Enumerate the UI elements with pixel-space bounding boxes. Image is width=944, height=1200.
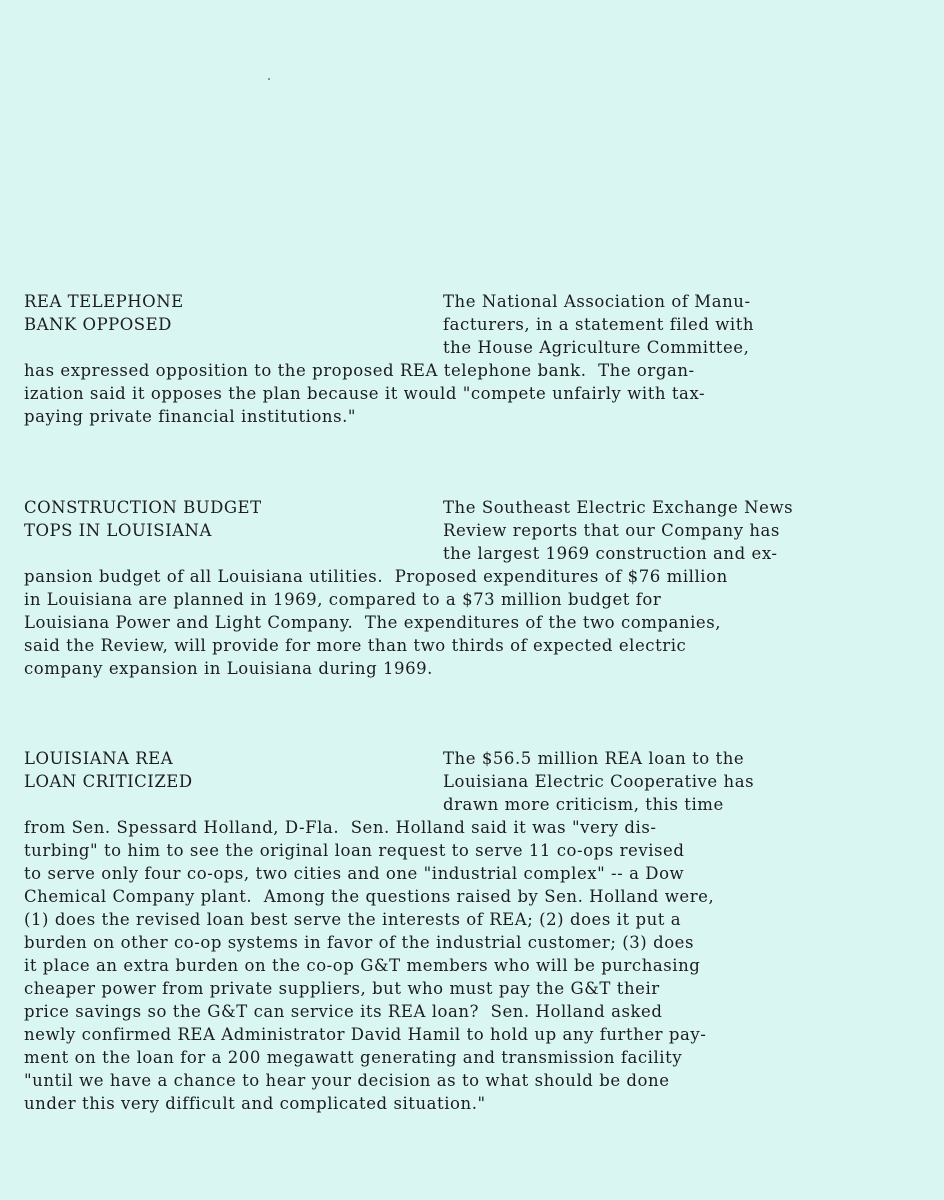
article-text-line: "until we have a chance to hear your decision as to what should be done (24, 1071, 670, 1090)
article-text-line: burden on other co-op systems in favor of the industrial customer; (3) does (24, 933, 695, 952)
article-text-line: turbing" to him to see the original loan request to serve 11 co-ops revised (24, 841, 685, 860)
article-text-line: in Louisiana are planned in 1969, compared to a $73 million budget for (24, 590, 662, 609)
article-heading-line: TOPS IN LOUISIANA (24, 521, 212, 540)
article-text-line: company expansion in Louisiana during 1969. (24, 659, 433, 678)
article-text-line: The National Association of Manu- (443, 292, 751, 311)
article-text-line: Louisiana Power and Light Company. The expenditures of the two companies, (24, 613, 722, 632)
article-text-line: facturers, in a statement filed with (443, 315, 755, 334)
article-text-line: from Sen. Spessard Holland, D-Fla. Sen. Holland said it was "very dis- (24, 818, 657, 837)
article-text-line: The Southeast Electric Exchange News (443, 498, 794, 517)
article-text-line: newly confirmed REA Administrator David Hamil to hold up any further pay- (24, 1025, 707, 1044)
article-text-line: pansion budget of all Louisiana utilities. Proposed expenditures of $76 million (24, 567, 728, 586)
article-text-line: Chemical Company plant. Among the questions raised by Sen. Holland were, (24, 887, 715, 906)
article-text-line: Review reports that our Company has (443, 521, 780, 540)
article-text-line: Louisiana Electric Cooperative has (443, 772, 755, 791)
article-text-line: paying private financial institutions." (24, 407, 357, 426)
article-text-line: cheaper power from private suppliers, but who must pay the G&T their (24, 979, 660, 998)
article-text-line: has expressed opposition to the proposed REA telephone bank. The organ- (24, 361, 695, 380)
article-heading-line: LOUISIANA REA (24, 749, 174, 768)
article-text-line: price savings so the G&T can service its REA loan? Sen. Holland asked (24, 1002, 663, 1021)
article-heading-line: CONSTRUCTION BUDGET (24, 498, 262, 517)
article-text-line: The $56.5 million REA loan to the (443, 749, 745, 768)
article-text-line: (1) does the revised loan best serve the interests of REA; (2) does it put a (24, 910, 682, 929)
article-text-line: to serve only four co-ops, two cities and one "industrial complex" -- a Dow (24, 864, 685, 883)
article-heading-line: LOAN CRITICIZED (24, 772, 193, 791)
article-text-line: the House Agriculture Committee, (443, 338, 750, 357)
article-text-line: it place an extra burden on the co-op G&T members who will be purchasing (24, 956, 701, 975)
article-text-line: under this very difficult and complicated situation." (24, 1094, 486, 1113)
article-text-line: ization said it opposes the plan because it would "compete unfairly with tax- (24, 384, 706, 403)
article-heading-line: REA TELEPHONE (24, 292, 184, 311)
article-heading-line: BANK OPPOSED (24, 315, 172, 334)
article-text-line: the largest 1969 construction and ex- (443, 544, 778, 563)
article-text-line: ment on the loan for a 200 megawatt generating and transmission facility (24, 1048, 683, 1067)
article-text-line: drawn more criticism, this time (443, 795, 724, 814)
paper-speck (268, 78, 270, 80)
article-text-line: said the Review, will provide for more than two thirds of expected electric (24, 636, 687, 655)
